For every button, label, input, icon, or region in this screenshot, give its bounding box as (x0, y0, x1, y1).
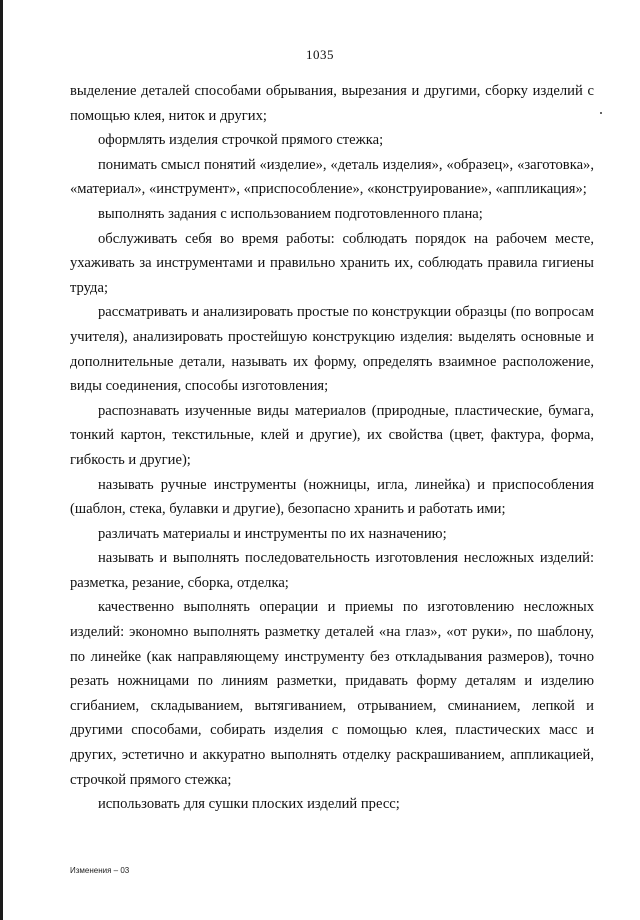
paragraph: различать материалы и инструменты по их назначению; (98, 525, 447, 542)
document-body (70, 79, 594, 817)
paragraph: обслуживать себя во время работы: соблюдать порядок на рабочем месте, ухаживать за инструментами и правильно хранить их, соблюдать правила гигиены труда; (70, 230, 594, 296)
scan-edge-line (0, 0, 3, 920)
paragraph: понимать смысл понятий «изделие», «деталь изделия», «образец», «заготовка», «материал», «инструмент», «приспособление», «конструирование», «аппликация»; (70, 156, 594, 198)
paragraph: использовать для сушки плоских изделий пресс; (98, 796, 400, 813)
paragraph: рассматривать и анализировать простые по конструкции образцы (по вопросам учителя), анализировать простейшую конструкцию изделия: выделять основные и дополнительные детали, называть их форму, определять взаимное расположение, виды соединения, способы изготовления; (70, 304, 594, 395)
revision-note: Изменения – 03 (70, 866, 130, 875)
paragraph: качественно выполнять операции и приемы по изготовлению несложных изделий: экономно выполнять разметку деталей «на глаз», «от руки», по шаблону, по линейке (как направляющему инструменту без откладывания размеров), точно резать ножницами по линиям разметки, придавать форму деталям и изделию сгибанием, складыванием, вытягиванием, отрыванием, сминанием, лепкой и другими способами, собирать изделия с помощью клея, пластических масс и других, эстетично и аккуратно выполнять отделку раскрашиванием, аппликацией, строчкой прямого стежка; (70, 599, 594, 788)
paragraph: распознавать изученные виды материалов (природные, пластические, бумага, тонкий картон, текстильные, клей и другие), их свойства (цвет, фактура, форма, гибкость и другие); (70, 402, 594, 468)
scan-speck (600, 112, 602, 114)
paragraph: оформлять изделия строчкой прямого стежка; (98, 132, 384, 149)
paragraph: выполнять задания с использованием подготовленного плана; (98, 205, 483, 222)
paragraph: выделение деталей способами обрывания, вырезания и другими, сборку изделий с помощью клея, ниток и других; (70, 83, 594, 124)
page-number: 1035 (306, 47, 334, 62)
paragraph: называть ручные инструменты (ножницы, игла, линейка) и приспособления (шаблон, стека, булавки и другие), безопасно хранить и работать ими; (70, 476, 594, 518)
paragraph: называть и выполнять последовательность изготовления несложных изделий: разметка, резание, сборка, отделка; (70, 550, 594, 591)
